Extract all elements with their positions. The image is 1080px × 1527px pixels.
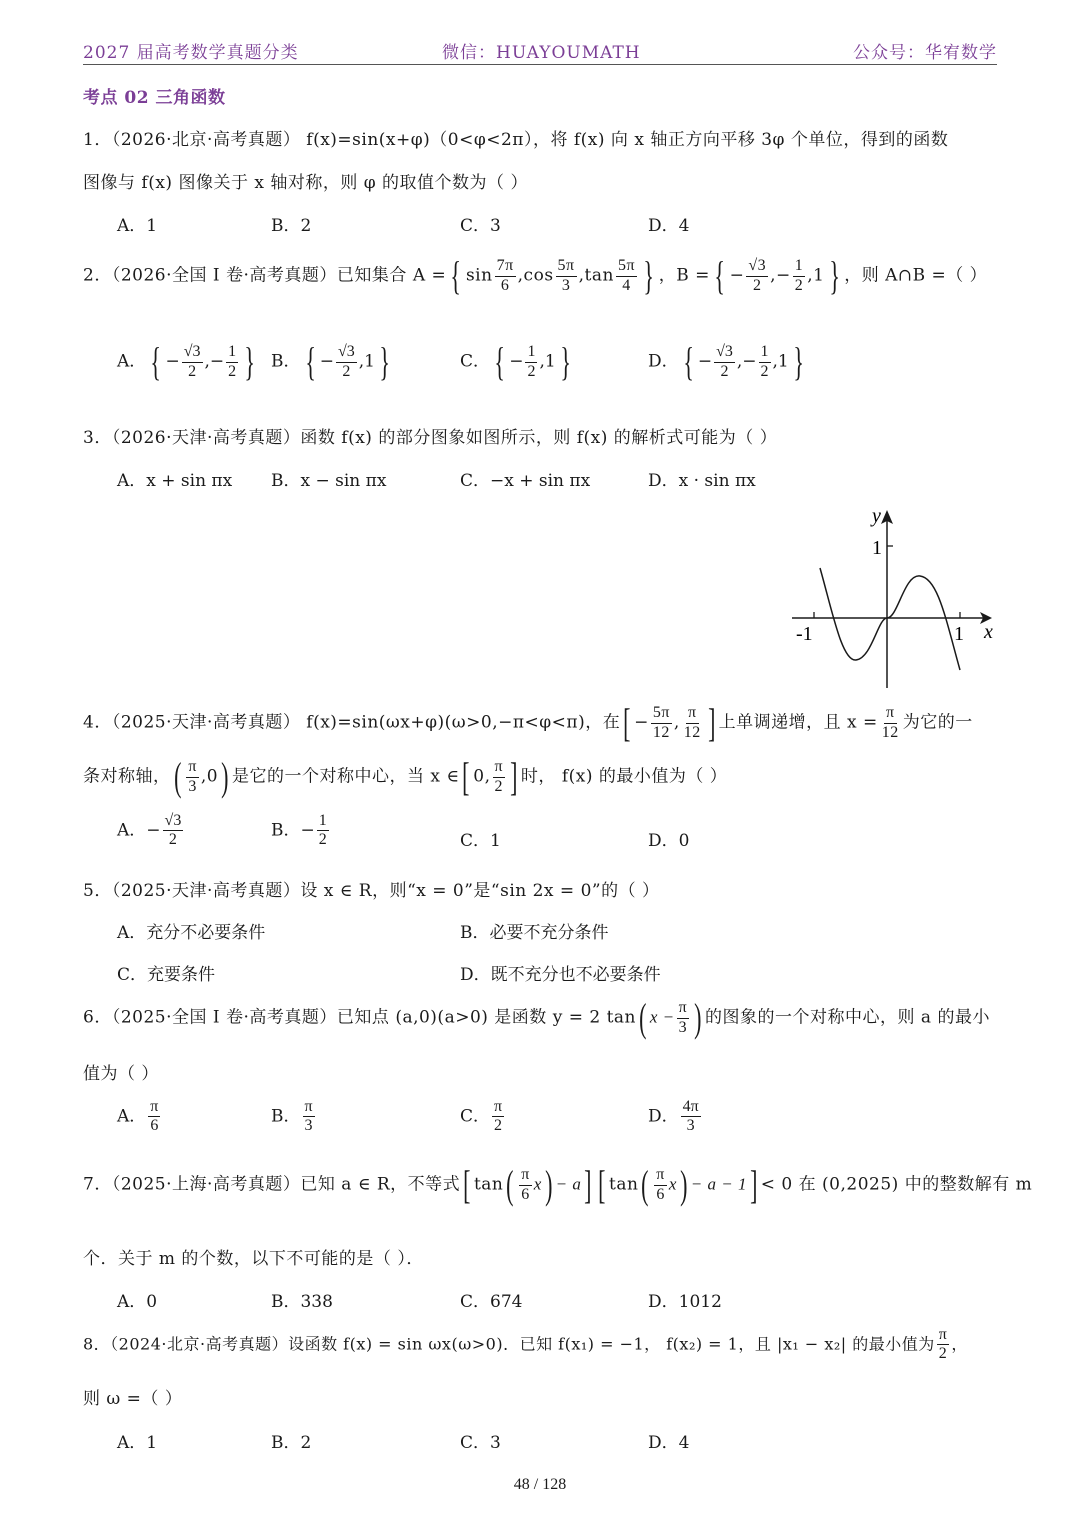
frac-num: π <box>677 999 690 1018</box>
bracket-open: [ <box>598 1162 606 1207</box>
q2-seta-cos: ,cos <box>517 265 554 286</box>
frac-num: π <box>884 704 897 723</box>
q2-line1: 2．（2026·全国 I 卷·高考真题）已知集合 A = { sin $\frac{7\pi}{6}$ ,cos $\frac{5\pi}{3}$ ,tan $\frac{5\pi}{4}$ } ，B = { − $\frac{√3}{2}$ ,− $\frac{1}{2}$ ,1 } ，则 A∩B =（ ） <box>83 253 988 298</box>
q2-suffix: ，则 A∩B =（ ） <box>844 265 988 286</box>
frac-den: 2 <box>188 362 197 380</box>
frac-num: 1 <box>759 343 771 362</box>
q2-mid: ，B = <box>658 265 710 286</box>
brace-close: } <box>793 339 804 384</box>
q5-line1: 5．（2025·天津·高考真题）设 x ∈ R，则“x = 0”是“sin 2x = 0”的（ ） <box>83 881 660 901</box>
header-right: 公众号：华宥数学 <box>853 43 997 63</box>
option-label: B．− <box>271 820 315 841</box>
q6-line1 <box>83 995 990 1040</box>
fraction <box>163 812 184 850</box>
page-number: 48 / 128 <box>513 1476 567 1493</box>
fraction <box>495 257 516 295</box>
q1-option-b: B．2 <box>271 216 312 236</box>
frac-den: 2 <box>794 276 804 294</box>
fraction <box>182 343 203 381</box>
frac-den: 6 <box>656 1185 665 1203</box>
bracket-close: ] <box>707 700 716 745</box>
brace-open: { <box>450 253 462 298</box>
paren-open: ( <box>639 995 647 1040</box>
q3-option-d: D．x · sin πx <box>648 471 756 491</box>
section-title: 考点 02 三角函数 <box>83 88 226 108</box>
q5-option-d: D．既不充分也不必要条件 <box>460 965 661 985</box>
q2-option-a: A． { − $\frac{√3}{2}$ ,− $\frac{1}{2}$ } <box>117 339 256 384</box>
frac-den: 3 <box>678 1018 688 1036</box>
q6-option-a <box>117 1098 162 1136</box>
y-label: y <box>872 505 881 527</box>
q2-option-b: B． { − $\frac{√3}{2}$ ,1 } <box>271 339 390 384</box>
brace-open: { <box>150 339 162 384</box>
q3-option-b: B．x − sin πx <box>271 471 387 491</box>
q7-s2: − a − 1 <box>690 1174 747 1194</box>
q8-line2: 则 ω =（ ） <box>83 1389 183 1409</box>
tick-xpos-label: 1 <box>954 623 964 645</box>
fraction <box>616 257 637 295</box>
frac-num: π <box>493 758 506 777</box>
frac-den: 2 <box>938 1345 948 1363</box>
bracket-close: ] <box>750 1162 758 1207</box>
brace-open: { <box>714 253 726 298</box>
frac-den: 12 <box>881 723 899 741</box>
q7-option-a: A．0 <box>117 1292 158 1312</box>
frac-num: π <box>519 1166 532 1185</box>
frac-num: 1 <box>793 257 806 276</box>
q6-option-d <box>648 1098 703 1136</box>
option-label: B． <box>271 351 301 372</box>
q1-option-c: C．3 <box>460 216 501 236</box>
frac-num: √3 <box>182 343 203 362</box>
q6-option-b <box>271 1098 317 1136</box>
frac-num: √3 <box>336 343 357 362</box>
paren-open: ( <box>173 754 182 799</box>
fraction <box>654 1166 667 1204</box>
fraction <box>759 343 771 381</box>
q3-line1: 3．（2026·天津·高考真题）函数 f(x) 的部分图象如图所示，则 f(x) 的解析式可能为（ ） <box>83 428 778 448</box>
frac-den: 2 <box>494 1117 503 1135</box>
frac-num: π <box>686 704 699 723</box>
frac-num: √3 <box>163 812 184 831</box>
frac-num: 4π <box>681 1098 701 1117</box>
bracket-close: ] <box>510 754 518 799</box>
q4-option-b <box>271 812 331 850</box>
option-label: D． <box>648 351 679 372</box>
header-rule <box>83 64 997 65</box>
frac-num: π <box>148 1098 160 1117</box>
header-center: 微信：HUAYOUMATH <box>442 43 641 63</box>
fraction <box>519 1166 532 1204</box>
tick-y-label: 1 <box>872 537 882 559</box>
frac-den: 2 <box>527 362 536 380</box>
q4-text-c: 为它的一 <box>902 712 973 733</box>
frac-den: 3 <box>188 777 197 795</box>
option-label: C． <box>460 351 491 372</box>
fraction <box>681 1098 701 1136</box>
q7-option-b: B．338 <box>271 1292 333 1312</box>
frac-num: 1 <box>317 812 329 831</box>
q6-inner: x − <box>649 1007 675 1027</box>
q8-option-b: B．2 <box>271 1433 312 1453</box>
q7-tan2: tan <box>609 1174 639 1195</box>
frac-num: π <box>186 758 199 777</box>
q3-graph <box>780 500 1000 695</box>
q6-text-b: 的图象的一个对称中心，则 a 的最小 <box>705 1007 990 1028</box>
q4-text-b: 上单调递增，且 x = <box>718 712 878 733</box>
frac-num: π <box>303 1098 315 1117</box>
q8-option-a: A．1 <box>117 1433 158 1453</box>
q1-line2: 图像与 f(x) 图像关于 x 轴对称，则 φ 的取值个数为（ ） <box>83 173 528 193</box>
frac-den: 3 <box>304 1117 313 1135</box>
q7-text-a: 7．（2025·上海·高考真题）已知 a ∈ R，不等式 <box>83 1174 461 1195</box>
frac-den: 2 <box>228 362 237 380</box>
q8-text-b: ， <box>951 1334 968 1354</box>
frac-den: 2 <box>760 362 769 380</box>
option-tail: ,1 <box>358 351 375 372</box>
frac-den: 6 <box>521 1185 530 1203</box>
fraction <box>937 1326 950 1364</box>
frac-num: 7π <box>495 257 516 276</box>
q7-option-c: C．674 <box>460 1292 523 1312</box>
bracket-open: [ <box>623 700 631 745</box>
frac-num: √3 <box>746 257 768 276</box>
frac-num: √3 <box>714 343 735 362</box>
q7-x1: x <box>533 1174 542 1194</box>
q8-option-d: D．4 <box>648 1433 690 1453</box>
frac-num: 1 <box>525 343 537 362</box>
paren-close: ) <box>544 1162 553 1207</box>
q4-text-a: 4．（2025·天津·高考真题） f(x)=sin(ωx+φ)(ω>0,−π<φ<π)，在 <box>83 712 621 733</box>
frac-num: π <box>937 1326 950 1345</box>
option-label: A．− <box>117 820 161 841</box>
fraction <box>492 1098 504 1136</box>
q4-text-d: 条对称轴， <box>83 766 171 787</box>
q7-tan1: tan <box>473 1174 504 1195</box>
q7-s1: − a <box>555 1174 582 1194</box>
option-tail: ,1 <box>772 351 789 372</box>
paren-close: ) <box>221 754 229 799</box>
q5-option-b: B．必要不充分条件 <box>460 923 609 943</box>
q8-option-c: C．3 <box>460 1433 501 1453</box>
paren-close: ) <box>680 1162 688 1207</box>
paren-close: ) <box>694 995 702 1040</box>
q2-seta-sin: sin <box>465 265 493 286</box>
q6-option-c <box>460 1098 506 1136</box>
frac-num: 5π <box>556 257 577 276</box>
header-left: 2027 届高考数学真题分类 <box>83 43 299 63</box>
frac-num: 5π <box>651 704 672 723</box>
q2-option-d: D． { − $\frac{√3}{2}$ ,− $\frac{1}{2}$ ,1 } <box>648 339 804 384</box>
q7-line1 <box>83 1162 1033 1207</box>
fraction <box>148 1098 160 1136</box>
q2-seta-tan: ,tan <box>578 265 614 286</box>
frac-den: 2 <box>318 831 327 849</box>
fraction <box>303 1098 315 1136</box>
q2-prefix: 2．（2026·全国 I 卷·高考真题）已知集合 A = <box>83 265 447 286</box>
option-label: D． <box>648 1106 679 1127</box>
bracket-open: [ <box>463 1162 471 1207</box>
q3-option-c: C．−x + sin πx <box>460 471 591 491</box>
q7-x2: x <box>668 1174 677 1194</box>
paren-open: ( <box>506 1162 515 1207</box>
frac-den: 3 <box>561 276 571 294</box>
fraction <box>880 704 901 742</box>
frac-den: 2 <box>342 362 351 380</box>
q7-option-d: D．1012 <box>648 1292 722 1312</box>
brace-close: } <box>244 339 256 384</box>
frac-den: 2 <box>752 276 762 294</box>
frac-den: 6 <box>500 276 510 294</box>
bracket-close: ] <box>584 1162 593 1207</box>
option-label: A． <box>117 351 147 372</box>
q4-option-a <box>117 812 185 850</box>
brace-close: } <box>379 339 390 384</box>
q4-text-f: 时， f(x) 的最小值为（ ） <box>520 766 728 787</box>
frac-den: 2 <box>494 777 504 795</box>
q8-line1 <box>83 1326 968 1364</box>
frac-num: 1 <box>226 343 238 362</box>
fraction <box>317 812 329 850</box>
q8-text-a: 8．（2024·北京·高考真题）设函数 f(x) = sin ωx(ω>0)．已知 f(x₁) = −1， f(x₂) = 1，且 |x₁ − x₂| 的最小值为 <box>83 1334 935 1354</box>
brace-open: { <box>494 339 505 384</box>
q5-option-c: C．充要条件 <box>117 965 216 985</box>
q6-text-a: 6．（2025·全国 I 卷·高考真题）已知点 (a,0)(a>0) 是函数 y = 2 tan <box>83 1007 636 1028</box>
brace-open: { <box>682 339 694 384</box>
fraction <box>714 343 735 381</box>
option-label: A． <box>117 1106 147 1127</box>
q1-line1: 1．（2026·北京·高考真题） f(x)=sin(x+φ)（0<φ<2π），将 f(x) 向 x 轴正方向平移 3φ 个单位，得到的函数 <box>83 130 949 150</box>
q6-line2: 值为（ ） <box>83 1064 159 1084</box>
fraction <box>682 704 703 742</box>
q4-line2: 条对称轴，( $\frac{\pi}{3}$ ,0) 是它的一个对称中心，当 x ∈[ 0, $\frac{\pi}{2}$ ] 时， f(x) 的最小值为（ ） <box>83 754 728 799</box>
frac-den: 2 <box>720 362 729 380</box>
q3-option-a: A．x + sin πx <box>117 471 233 491</box>
frac-den: 12 <box>652 723 670 741</box>
fraction <box>226 343 238 381</box>
brace-close: } <box>643 253 655 298</box>
q1-option-a: A．1 <box>117 216 158 236</box>
frac-num: π <box>492 1098 504 1117</box>
option-label: B． <box>271 1106 301 1127</box>
option-tail: ,1 <box>539 351 556 372</box>
frac-num: 5π <box>616 257 637 276</box>
q1-option-d: D．4 <box>648 216 690 236</box>
frac-den: 2 <box>168 831 177 849</box>
option-label: C． <box>460 1106 491 1127</box>
q7-line2: 个．关于 m 的个数，以下不可能的是（ ）． <box>83 1249 424 1269</box>
x-label: x <box>984 621 993 643</box>
frac-den: 6 <box>150 1117 159 1135</box>
tick-xneg-label: -1 <box>796 623 813 645</box>
fraction <box>493 758 506 796</box>
curve <box>820 568 960 670</box>
q4-option-c: C．1 <box>460 831 501 851</box>
fraction <box>556 257 577 295</box>
frac-den: 4 <box>622 276 631 294</box>
bracket-open: [ <box>462 754 471 799</box>
q2-setb-tail: ,1 <box>807 265 825 286</box>
fraction <box>793 257 806 295</box>
fraction <box>651 704 672 742</box>
q5-option-a: A．充分不必要条件 <box>117 923 266 943</box>
brace-open: { <box>304 339 316 384</box>
fraction <box>186 758 199 796</box>
frac-den: 12 <box>683 723 701 741</box>
fraction <box>677 999 690 1037</box>
frac-den: 3 <box>686 1117 695 1135</box>
q4-text-e: 是它的一个对称中心，当 x ∈ <box>231 766 460 787</box>
fraction <box>336 343 357 381</box>
brace-close: } <box>828 253 840 298</box>
paren-open: ( <box>641 1162 650 1207</box>
q7-text-b: < 0 在 (0,2025) 中的整数解有 m <box>760 1174 1033 1195</box>
fraction <box>525 343 537 381</box>
fraction <box>746 257 768 295</box>
brace-close: } <box>560 339 571 384</box>
frac-num: π <box>654 1166 667 1185</box>
q2-option-c: C． { − $\frac{1}{2}$ ,1 } <box>460 339 571 384</box>
q4-line1: 4．（2025·天津·高考真题） f(x)=sin(ωx+φ)(ω>0,−π<φ<π)，在[ − $\frac{5\pi}{12}$ , $\frac{\pi}{12}$ ] 上单调递增，且 x = $\frac{\pi}{12}$ 为它的一 <box>83 700 973 745</box>
q4-option-d: D．0 <box>648 831 690 851</box>
